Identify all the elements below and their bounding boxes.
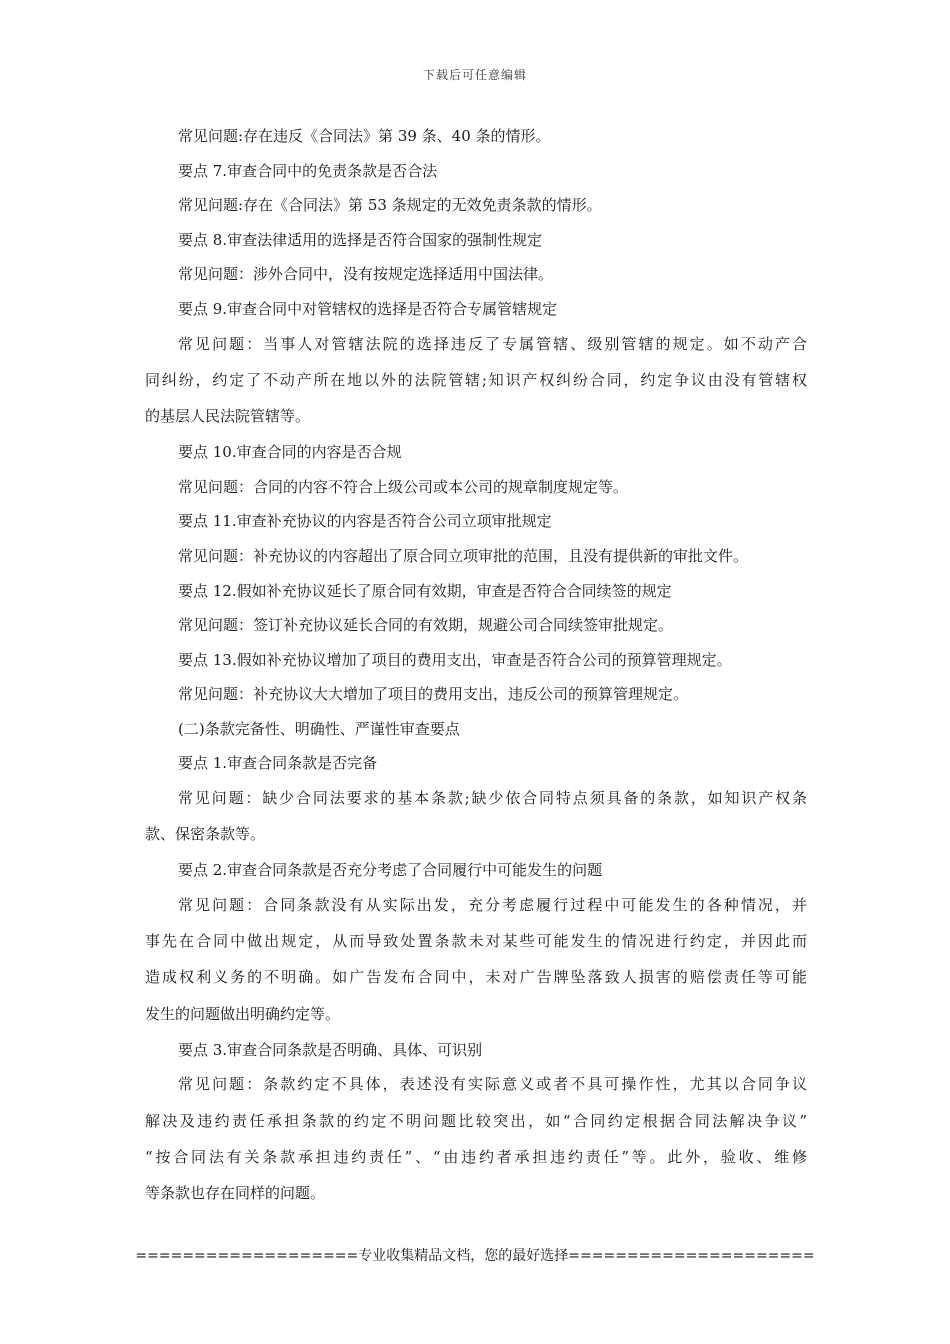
- section-heading: 要点 2.审查合同条款是否充分考虑了合同履行中可能发生的问题: [178, 861, 603, 880]
- paragraph-line: 等条款也存在同样的问题。: [145, 1183, 326, 1202]
- subsection-title: (二)条款完备性、明确性、严谨性审查要点: [178, 719, 460, 738]
- paragraph-line: 常见问题：补充协议的内容超出了原合同立项审批的范围，且没有提供新的审批文件。: [178, 546, 749, 565]
- paragraph-line: “按合同法有关条款承担违约责任”、“由违约者承担违约责任”等。此外，验收、维修: [145, 1147, 807, 1166]
- paragraph-line: 常见问题:存在《合同法》第 53 条规定的无效免责条款的情形。: [178, 196, 602, 215]
- paragraph-line: 发生的问题做出明确约定等。: [145, 1004, 341, 1023]
- paragraph-line: 常见问题：条款约定不具体，表述没有实际意义或者不具可操作性，尤其以合同争议: [178, 1075, 807, 1094]
- paragraph-line: 常见问题：合同条款没有从实际出发，充分考虑履行过程中可能发生的各种情况，并: [178, 896, 807, 915]
- paragraph-line: 同纠纷，约定了不动产所在地以外的法院管辖;知识产权纠纷合同，约定争议由没有管辖权: [145, 370, 807, 389]
- paragraph-line: 常见问题:存在违反《合同法》第 39 条、40 条的情形。: [178, 127, 551, 145]
- paragraph-line: 的基层人民法院管辖等。: [145, 406, 311, 425]
- section-heading: 要点 10.审查合同的内容是否合规: [178, 443, 402, 462]
- paragraph-line: 常见问题：补充协议大大增加了项目的费用支出，违反公司的预算管理规定。: [178, 685, 689, 704]
- section-heading: 要点 7.审查合同中的免责条款是否合法: [178, 161, 438, 180]
- paragraph-line: 造成权利义务的不明确。如广告发布合同中，未对广告牌坠落致人损害的赔偿责任等可能: [145, 968, 807, 987]
- section-heading: 要点 8.审查法律适用的选择是否符合国家的强制性规定: [178, 230, 543, 249]
- paragraph-line: 常见问题：合同的内容不符合上级公司或本公司的规章制度规定等。: [178, 477, 629, 496]
- section-heading: 要点 12.假如补充协议延长了原合同有效期，审查是否符合合同续签的规定: [178, 581, 672, 600]
- paragraph-line: 款、保密条款等。: [145, 825, 266, 844]
- section-heading: 要点 9.审查合同中对管辖权的选择是否符合专属管辖规定: [178, 299, 558, 318]
- paragraph-line: 常见问题：当事人对管辖法院的选择违反了专属管辖、级别管辖的规定。如不动产合: [178, 334, 807, 353]
- section-heading: 要点 1.审查合同条款是否完备: [178, 754, 378, 773]
- paragraph-line: 常见问题：签订补充协议延长合同的有效期，规避公司合同续签审批规定。: [178, 616, 674, 635]
- paragraph-line: 常见问题：涉外合同中，没有按规定选择适用中国法律。: [178, 265, 554, 284]
- page-footer: ===================专业收集精品文档，您的最好选择=====================: [135, 1248, 815, 1264]
- page-header: 下载后可任意编辑: [422, 68, 527, 82]
- paragraph-line: 解决及违约责任承担条款的约定不明问题比较突出，如“合同约定根据合同法解决争议”: [145, 1111, 807, 1130]
- section-heading: 要点 11.审查补充协议的内容是否符合公司立项审批规定: [178, 512, 552, 531]
- section-heading: 要点 3.审查合同条款是否明确、具体、可识别: [178, 1040, 483, 1059]
- paragraph-line: 常见问题：缺少合同法要求的基本条款;缺少依合同特点须具备的条款，如知识产权条: [178, 789, 807, 808]
- paragraph-line: 事先在合同中做出规定，从而导致处置条款未对某些可能发生的情况进行约定，并因此而: [145, 932, 807, 951]
- document-body: [145, 124, 807, 1217]
- section-heading: 要点 13.假如补充协议增加了项目的费用支出，审查是否符合公司的预算管理规定。: [178, 650, 732, 669]
